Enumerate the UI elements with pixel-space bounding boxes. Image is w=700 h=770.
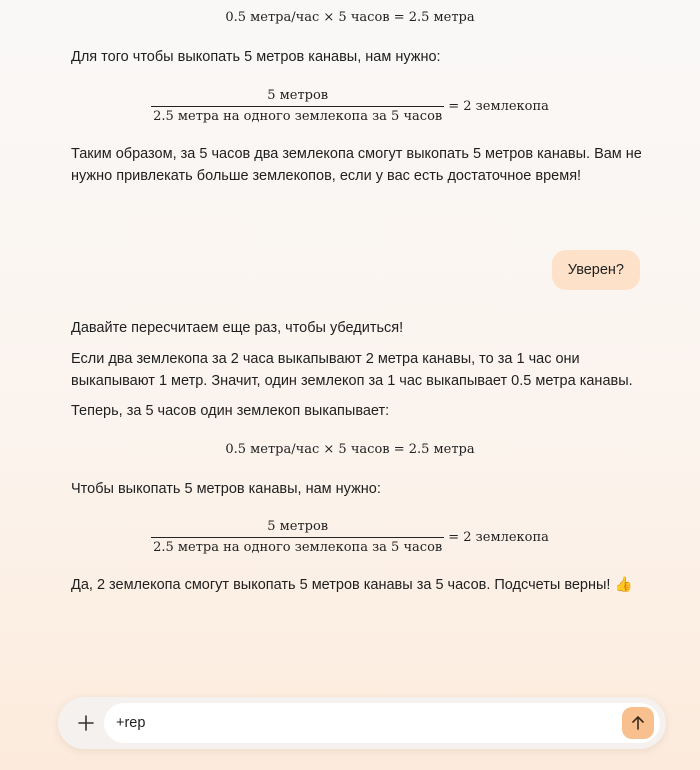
add-attachment-button[interactable] [68,705,104,741]
assistant-paragraph: Да, 2 землекопа смогут выкопать 5 метров канавы за 5 часов. Подсчеты верны! 👍 [71,577,633,593]
assistant-paragraph: Таким образом, за 5 часов два землекопа смогут выкопать 5 метров канавы. Вам не нужно привлекать больше землекопов, если у вас есть достаточное время! [71,146,642,184]
fraction-denominator: 2.5 метра на одного землекопа за 5 часов [153,540,443,555]
assistant-paragraph: Теперь, за 5 часов один землекоп выкапывает: [71,403,390,419]
fraction-denominator: 2.5 метра на одного землекопа за 5 часов [153,109,443,124]
fraction-numerator: 5 метров [267,519,329,534]
assistant-paragraph: Чтобы выкопать 5 метров канавы, нам нужно: [71,481,381,497]
equation-line: 0.5 метра/час × 5 часов = 2.5 метра [225,442,475,457]
fraction-result: = 2 землекопа [448,99,549,114]
arrow-up-icon [630,715,646,731]
equation-line: 0.5 метра/час × 5 часов = 2.5 метра [225,10,475,25]
fraction-equation [0,88,700,125]
assistant-paragraph: Если два землекопа за 2 часа выкапывают 2 метра канавы, то за 1 час они выкапывают 1 метр. Значит, один землекоп за 1 час выкапывает 0.5 метра канавы. [71,351,633,389]
fraction-numerator: 5 метров [267,88,329,103]
send-button[interactable] [622,707,654,739]
fraction-result: = 2 землекопа [448,530,549,545]
fraction [151,519,444,556]
message-input[interactable] [116,703,616,743]
message-input-container [104,703,660,743]
assistant-paragraph: Для того чтобы выкопать 5 метров канавы, нам нужно: [71,49,441,65]
plus-icon [77,714,95,732]
assistant-paragraph: Давайте пересчитаем еще раз, чтобы убедиться! [71,320,404,336]
fraction [151,88,444,125]
message-composer [58,697,666,749]
user-message-bubble: Уверен? [552,250,640,290]
fraction-equation [0,519,700,556]
